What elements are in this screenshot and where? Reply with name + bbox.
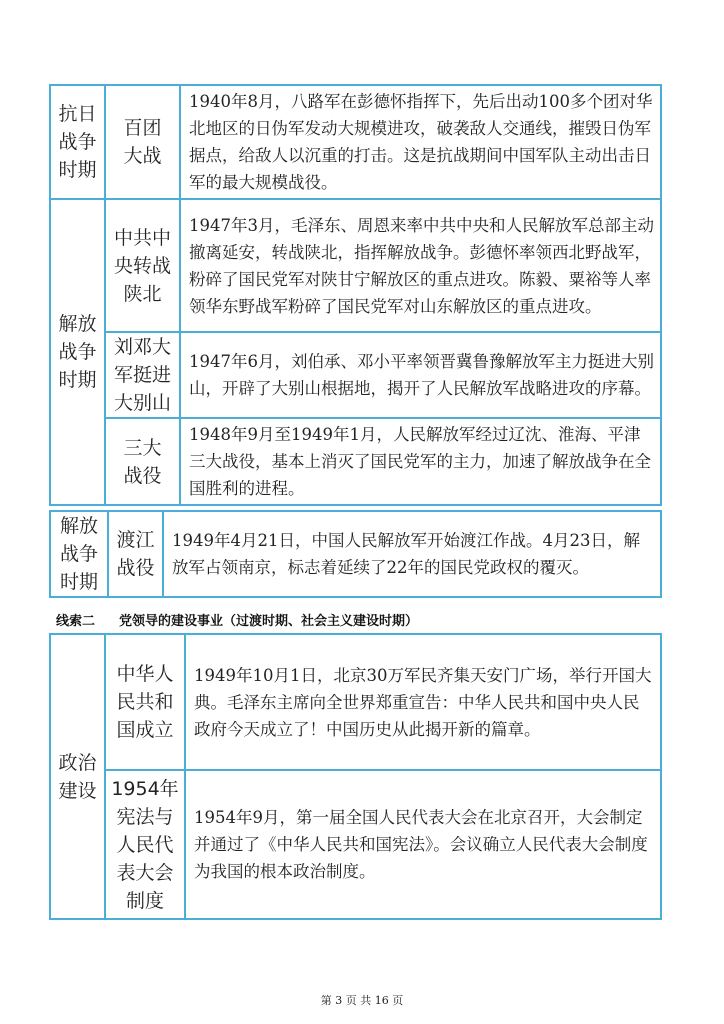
section-heading-label: 线索二 (56, 614, 96, 629)
category-label: 解放 战争 时期 (59, 515, 98, 593)
event-description: 1947年3月，毛泽东、周恩来率中共中央和人民解放军总部主动撤离延安，转战陕北，指挥解放战争。彭德怀率领西北野战军，粉碎了国民党军对陕甘宁解放区的重点进攻。陈毅、粟裕等人率领华东野战军粉碎了国民党军对山东解放区的重点进攻。 (189, 215, 654, 316)
description-cell (185, 634, 661, 770)
event-cell (105, 770, 185, 919)
description-cell (185, 770, 661, 919)
event-label: 1954年 宪法与 人民代 表大会 制度 (111, 777, 179, 912)
table-row (50, 85, 661, 199)
event-cell (105, 199, 180, 332)
description-cell (180, 332, 661, 418)
category-label: 政治 建设 (58, 751, 97, 802)
category-cell (50, 511, 108, 597)
event-cell (105, 418, 180, 505)
event-description: 1949年4月21日，中国人民解放军开始渡江作战。4月23日，解放军占领南京，标志着延续了22年的国民党政权的覆灭。 (172, 531, 640, 577)
table-row (50, 418, 661, 505)
event-label: 渡江 战役 (116, 529, 155, 579)
event-label: 三大 战役 (123, 436, 162, 487)
table-row (50, 332, 661, 418)
section-heading (56, 610, 418, 629)
category-cell (50, 199, 105, 505)
event-cell (105, 332, 180, 418)
category-cell (50, 85, 105, 199)
page-number: 第 3 页 共 16 页 (320, 994, 404, 1007)
event-description: 1947年6月，刘伯承、邓小平率领晋冀鲁豫解放军主力挺进大别山，开辟了大别山根据地，揭开了人民解放军战略进攻的序幕。 (189, 352, 654, 398)
event-description: 1949年10月1日，北京30万军民齐集天安门广场，举行开国大典。毛泽东主席向全世界郑重宣告：中华人民共和国中央人民政府今天成立了！中国历史从此揭开新的篇章。 (194, 665, 652, 739)
table-row (50, 511, 661, 597)
category-label: 抗日 战争 时期 (58, 103, 97, 181)
description-cell (180, 85, 661, 199)
description-cell (163, 511, 661, 597)
event-label: 中共中 央转战 陕北 (113, 226, 171, 305)
section-heading-text: 党领导的建设事业（过渡时期、社会主义建设时期） (119, 614, 419, 629)
table-row (50, 199, 661, 332)
event-label: 刘邓大 军挺进 大别山 (113, 336, 171, 414)
event-description: 1940年8月，八路军在彭德怀指挥下，先后出动100多个团对华北地区的日伪军发动大规模进攻，破袭敌人交通线，摧毁日伪军据点，给敌人以沉重的打击。这是抗战期间中国军队主动出击日军的最大规模战役。 (189, 92, 653, 192)
category-label: 解放 战争 时期 (58, 313, 97, 391)
event-cell (105, 634, 185, 770)
history-table-1 (49, 84, 662, 506)
description-cell (180, 199, 661, 332)
history-table-3 (49, 633, 662, 920)
table-row (50, 634, 661, 770)
event-description: 1954年9月，第一届全国人民代表大会在北京召开，大会制定并通过了《中华人民共和国宪法》。会议确立人民代表大会制度为我国的根本政治制度。 (194, 808, 648, 881)
event-description: 1948年9月至1949年1月，人民解放军经过辽沈、淮海、平津三大战役，基本上消灭了国民党军的主力，加速了解放战争在全国胜利的进程。 (189, 425, 651, 498)
event-cell (108, 511, 163, 597)
event-label: 百团 大战 (123, 117, 162, 167)
event-label: 中华人 民共和 国成立 (116, 663, 174, 741)
table-row (50, 770, 661, 919)
category-cell (50, 634, 105, 919)
event-cell (105, 85, 180, 199)
history-table-2 (49, 510, 662, 598)
description-cell (180, 418, 661, 505)
